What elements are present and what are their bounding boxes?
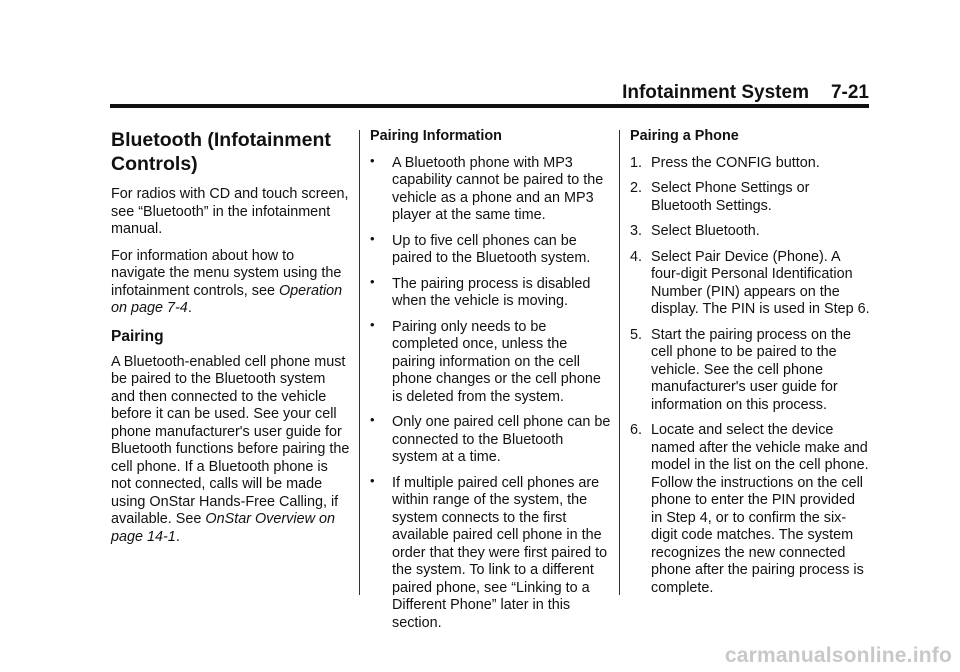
step-text: Press the CONFIG button. <box>651 154 820 171</box>
operation-link[interactable]: Operation on page 7-4 <box>111 282 343 316</box>
list-item <box>370 152 612 225</box>
pairing-information-list <box>370 152 612 633</box>
step-text: Start the pairing process on the cell phone to be paired to the vehicle. See the cell phone manufacturer's user guide for information on this process. <box>651 326 851 413</box>
section-title: Infotainment System <box>622 82 809 103</box>
step-number: 2. <box>630 180 643 196</box>
step-item <box>630 249 870 319</box>
step-item <box>630 223 870 241</box>
pairing-text: A Bluetooth-enabled cell phone must be paired to the Bluetooth system and then connected to the vehicle before it can be used. See your cell phone manufacturer's user guide for Bluetooth functions before pairing the cell phone. If a Bluetooth phone is not connected, calls will be made using OnStar Hands-Free Calling, if available. See <box>111 353 350 527</box>
column-right <box>630 128 870 605</box>
step-number: 3. <box>630 223 643 239</box>
pairing-information-heading: Pairing Information <box>370 128 502 144</box>
step-number: 1. <box>630 154 643 171</box>
list-item-text: Only one paired cell phone can be connected to the Bluetooth system at a time. <box>392 414 611 465</box>
bullet-icon: • <box>370 412 375 427</box>
step-text: Select Phone Settings or Bluetooth Settings. <box>651 180 810 214</box>
column-divider <box>359 130 360 595</box>
step-item <box>630 180 870 215</box>
bullet-icon: • <box>370 273 375 289</box>
navigation-text: For information about how to navigate the menu system using the infotainment controls, see <box>111 247 342 299</box>
onstar-link[interactable]: OnStar Overview on page 14-1 <box>111 511 335 545</box>
list-item <box>370 230 612 268</box>
list-item <box>370 316 612 407</box>
list-item-text: If multiple paired cell phones are within range of the system, the system connects to the first available paired cell phone in the order that they were first paired to the system. To link to a different paired phone, see “Linking to a Different Phone” later in this section. <box>392 474 608 631</box>
pairing-heading: Pairing <box>111 327 164 345</box>
bluetooth-heading: Bluetooth (Infotainment Controls) <box>111 129 331 175</box>
column-divider <box>619 130 620 595</box>
step-item <box>630 327 870 415</box>
list-item <box>370 414 612 467</box>
page-number: 7-21 <box>830 82 869 103</box>
intro-paragraph: For radios with CD and touch screen, see “Bluetooth” in the infotainment manual. <box>111 186 349 237</box>
list-item-text: A Bluetooth phone with MP3 capability cannot be paired to the vehicle as a phone and an MP3 player at the same time. <box>392 154 604 223</box>
bullet-icon: • <box>370 316 375 332</box>
step-number: 5. <box>630 326 643 343</box>
column-middle <box>370 128 612 640</box>
column-left <box>111 128 351 555</box>
list-item <box>370 273 612 311</box>
navigation-paragraph <box>111 248 351 318</box>
header-rule <box>110 104 869 108</box>
bullet-icon: • <box>370 472 375 488</box>
pairing-a-phone-heading: Pairing a Phone <box>630 128 739 144</box>
list-item-text: The pairing process is disabled when the vehicle is moving. <box>392 275 591 309</box>
step-number: 6. <box>630 422 643 438</box>
bullet-icon: • <box>370 152 375 168</box>
step-text: Select Bluetooth. <box>651 223 760 239</box>
step-text: Select Pair Device (Phone). A four-digit Personal Identification Number (PIN) appears on the display. The PIN is used in Step 6. <box>651 248 870 317</box>
step-number: 4. <box>630 248 643 265</box>
pairing-steps-list <box>630 155 870 598</box>
step-text: Locate and select the device named after the vehicle make and model in the list on the cell phone. Follow the instructions on the cell phone to enter the PIN provided in Step 4, or to confirm the six-digit code matches. The system recognizes the new connected phone after the pairing process is complete. <box>651 422 869 596</box>
list-item-text: Up to five cell phones can be paired to the Bluetooth system. <box>392 232 591 266</box>
step-item <box>630 155 870 173</box>
bullet-icon: • <box>370 230 375 246</box>
list-item <box>370 472 612 633</box>
step-item <box>630 422 870 597</box>
navigation-end: . <box>187 300 192 316</box>
page-header <box>0 82 869 104</box>
watermark: carmanualsonline.info <box>724 644 952 667</box>
list-item-text: Pairing only needs to be completed once, unless the pairing information on the cell phone changes or the cell phone is deleted from the system. <box>392 318 601 405</box>
pairing-paragraph <box>111 354 351 547</box>
pairing-end: . <box>175 528 180 545</box>
